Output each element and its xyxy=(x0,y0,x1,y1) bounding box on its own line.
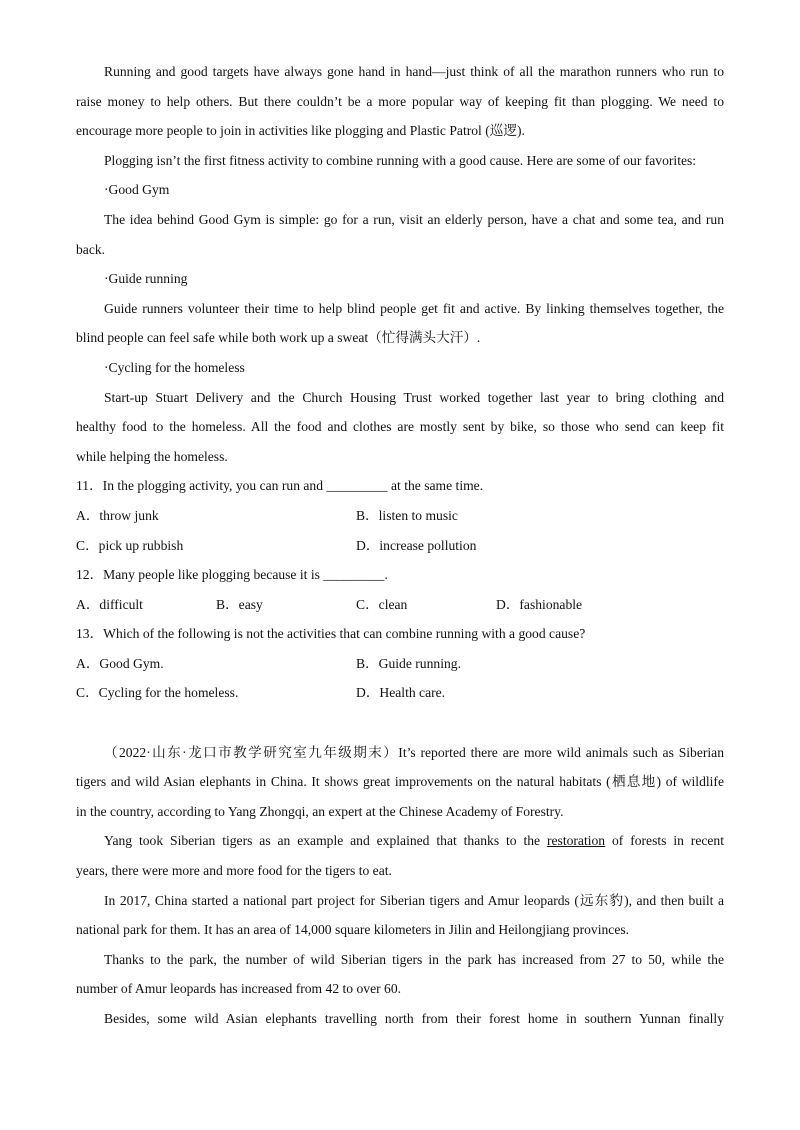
p1-para4-line1: Guide runners volunteer their time to help blind people get fit and active. By linking themselves together, the xyxy=(104,300,724,316)
p2-para1-line3: in the country, according to Yang Zhongqi, an expert at the Chinese Academy of Forestry. xyxy=(76,803,564,819)
p1-heading-cycling: ·Cycling for the homeless xyxy=(104,359,245,375)
p2-para4-line2: number of Amur leopards has increased from 42 to over 60. xyxy=(76,981,402,997)
p2-para3-line1: In 2017, China started a national part project for Siberian tigers and Amur leopards (远东豹), and then built a xyxy=(104,892,724,908)
question-11-option-c: C．pick up rubbish xyxy=(76,537,184,553)
question-13-option-d: D．Health care. xyxy=(356,685,446,701)
question-13-options-row2 xyxy=(76,678,724,708)
section-gap xyxy=(76,708,724,738)
p1-para4-line2: blind people can feel safe while both work up a sweat（忙得满头大汗）. xyxy=(76,330,481,346)
p2-para3-line2: national park for them. It has an area of 14,000 square kilometers in Jilin and Heilongjiang provinces. xyxy=(76,922,630,938)
p1-para3-line1: The idea behind Good Gym is simple: go for a run, visit an elderly person, have a chat and some tea, and run xyxy=(104,211,724,227)
p1-para5-line2: healthy food to the homeless. All the food and clothes are mostly sent by bike, so those who send can keep fit xyxy=(76,419,724,435)
question-11-options-row2 xyxy=(76,531,724,561)
p1-para1-line2: raise money to help others. But there couldn’t be a more popular way of keeping fit than plogging. We need to xyxy=(76,93,724,109)
question-12-options xyxy=(76,590,724,620)
p1-para5-line3: while helping the homeless. xyxy=(76,448,228,464)
question-11-option-d: D．increase pollution xyxy=(356,537,477,553)
question-11-option-a: A．throw junk xyxy=(76,507,159,523)
underlined-word-restoration: restoration xyxy=(546,833,606,849)
p1-para1-line3: encourage more people to join in activities like plogging and Plastic Patrol (巡逻). xyxy=(76,123,525,139)
question-13-option-b: B．Guide running. xyxy=(356,655,461,671)
p2-para2-text-before: Yang took Siberian tigers as an example and explained that thanks to the xyxy=(104,833,547,849)
p2-para1-line2: tigers and wild Asian elephants in China. It shows great improvements on the natural habitats (栖息地) of wildlife xyxy=(76,774,724,790)
question-12-option-b: B．easy xyxy=(216,596,263,612)
p2-para1-line1: （2022·山东·龙口市教学研究室九年级期末）It’s reported there are more wild animals such as Siberian xyxy=(104,744,724,760)
question-13-option-a: A．Good Gym. xyxy=(76,655,164,671)
p2-para2-line1 xyxy=(76,826,724,856)
question-13-stem: 13．Which of the following is not the activities that can combine running with a good cause? xyxy=(76,626,586,642)
p2-para4-line1: Thanks to the park, the number of wild Siberian tigers in the park has increased from 27 to 50, while the xyxy=(104,951,724,967)
p1-para3-line2: back. xyxy=(76,241,106,257)
question-12-stem: 12．Many people like plogging because it is _________. xyxy=(76,567,388,583)
document-page xyxy=(76,57,724,1034)
question-12-option-c: C．clean xyxy=(356,596,408,612)
p1-heading-good-gym: ·Good Gym xyxy=(104,182,170,198)
question-12-option-d: D．fashionable xyxy=(496,596,583,612)
p2-para2-text-after: of forests in recent xyxy=(612,833,724,849)
p2-para5-line1: Besides, some wild Asian elephants travelling north from their forest home in southern Yunnan finally xyxy=(104,1011,724,1026)
question-11-stem: 11．In the plogging activity, you can run and _________ at the same time. xyxy=(76,478,484,494)
question-12-option-a: A．difficult xyxy=(76,596,143,612)
p1-para5-line1: Start-up Stuart Delivery and the Church Housing Trust worked together last year to bring clothing and xyxy=(104,389,724,405)
p1-para1-line1: Running and good targets have always gone hand in hand—just think of all the marathon runners who run to xyxy=(104,64,724,79)
question-11-options-row1 xyxy=(76,501,724,531)
question-13-options-row1 xyxy=(76,649,724,679)
p2-para2-line2: years, there were more and more food for the tigers to eat. xyxy=(76,863,392,879)
question-13-option-c: C．Cycling for the homeless. xyxy=(76,685,239,701)
p1-para2: Plogging isn’t the first fitness activity to combine running with a good cause. Here are some of our favorites: xyxy=(104,152,697,168)
p1-heading-guide-running: ·Guide running xyxy=(104,271,188,287)
question-11-option-b: B．listen to music xyxy=(356,507,458,523)
